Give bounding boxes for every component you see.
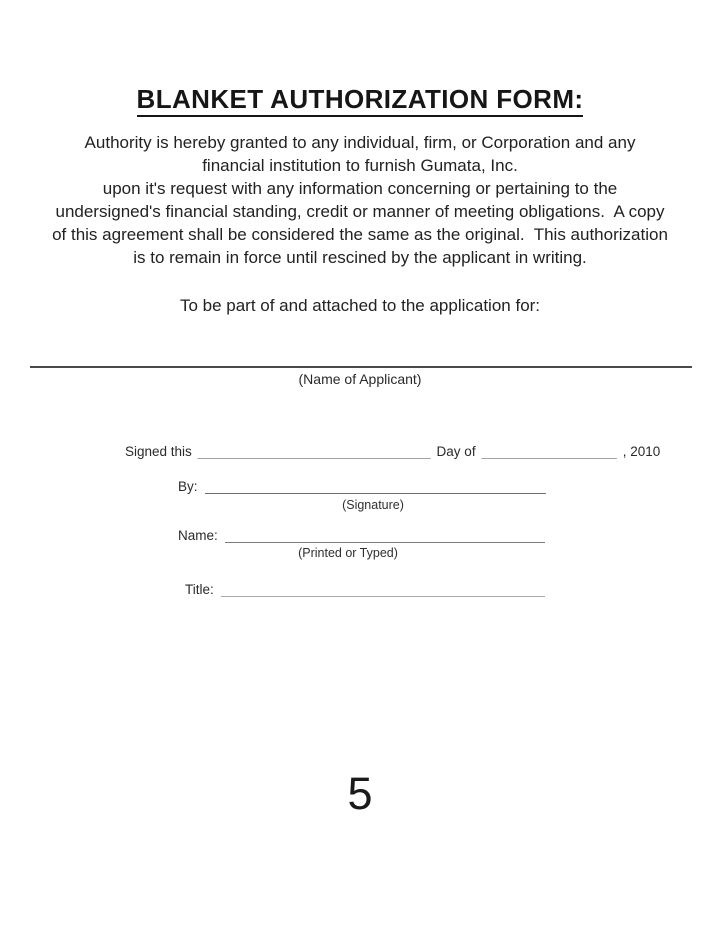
page-number: 5 — [347, 768, 373, 819]
signature-blank-line — [205, 490, 546, 494]
paragraph-line: financial institution to furnish Gumata, Inc. — [202, 156, 518, 175]
signed-month-blank: __________________ — [481, 444, 617, 459]
paragraph-line: Authority is hereby granted to any individual, firm, or Corporation and any — [84, 133, 636, 152]
title-blank-line — [221, 593, 545, 597]
attachment-statement: To be part of and attached to the application for: — [179, 296, 541, 315]
document-title-text: BLANKET AUTHORIZATION FORM: — [137, 84, 584, 117]
day-of-label: Day of — [436, 444, 476, 459]
by-label: By: — [178, 479, 198, 494]
by-signature-row — [178, 479, 546, 494]
paragraph-line: upon it's request with any information concerning or pertaining to the — [102, 179, 618, 198]
year-label: , 2010 — [622, 444, 661, 459]
applicant-name-line — [30, 366, 692, 368]
name-label: Name: — [178, 528, 218, 543]
paragraph-line: of this agreement shall be considered the same as the original. This authorization — [52, 225, 668, 244]
applicant-name-caption: (Name of Applicant) — [298, 371, 422, 387]
title-label: Title: — [185, 582, 214, 597]
title-row — [185, 582, 545, 597]
paragraph-line: undersigned's financial standing, credit or manner of meeting obligations. A copy — [55, 202, 665, 221]
signature-caption: (Signature) — [342, 498, 404, 512]
signed-date-blank: _______________________________ — [197, 444, 431, 459]
name-blank-line — [225, 539, 545, 543]
printed-or-typed-caption: (Printed or Typed) — [298, 546, 398, 560]
name-row — [178, 528, 545, 543]
document-title — [0, 84, 720, 115]
paragraph-line: is to remain in force until rescined by the applicant in writing. — [133, 248, 587, 267]
authorization-paragraph — [14, 131, 706, 269]
signed-date-row — [125, 444, 660, 459]
signed-this-label: Signed this — [125, 444, 192, 459]
